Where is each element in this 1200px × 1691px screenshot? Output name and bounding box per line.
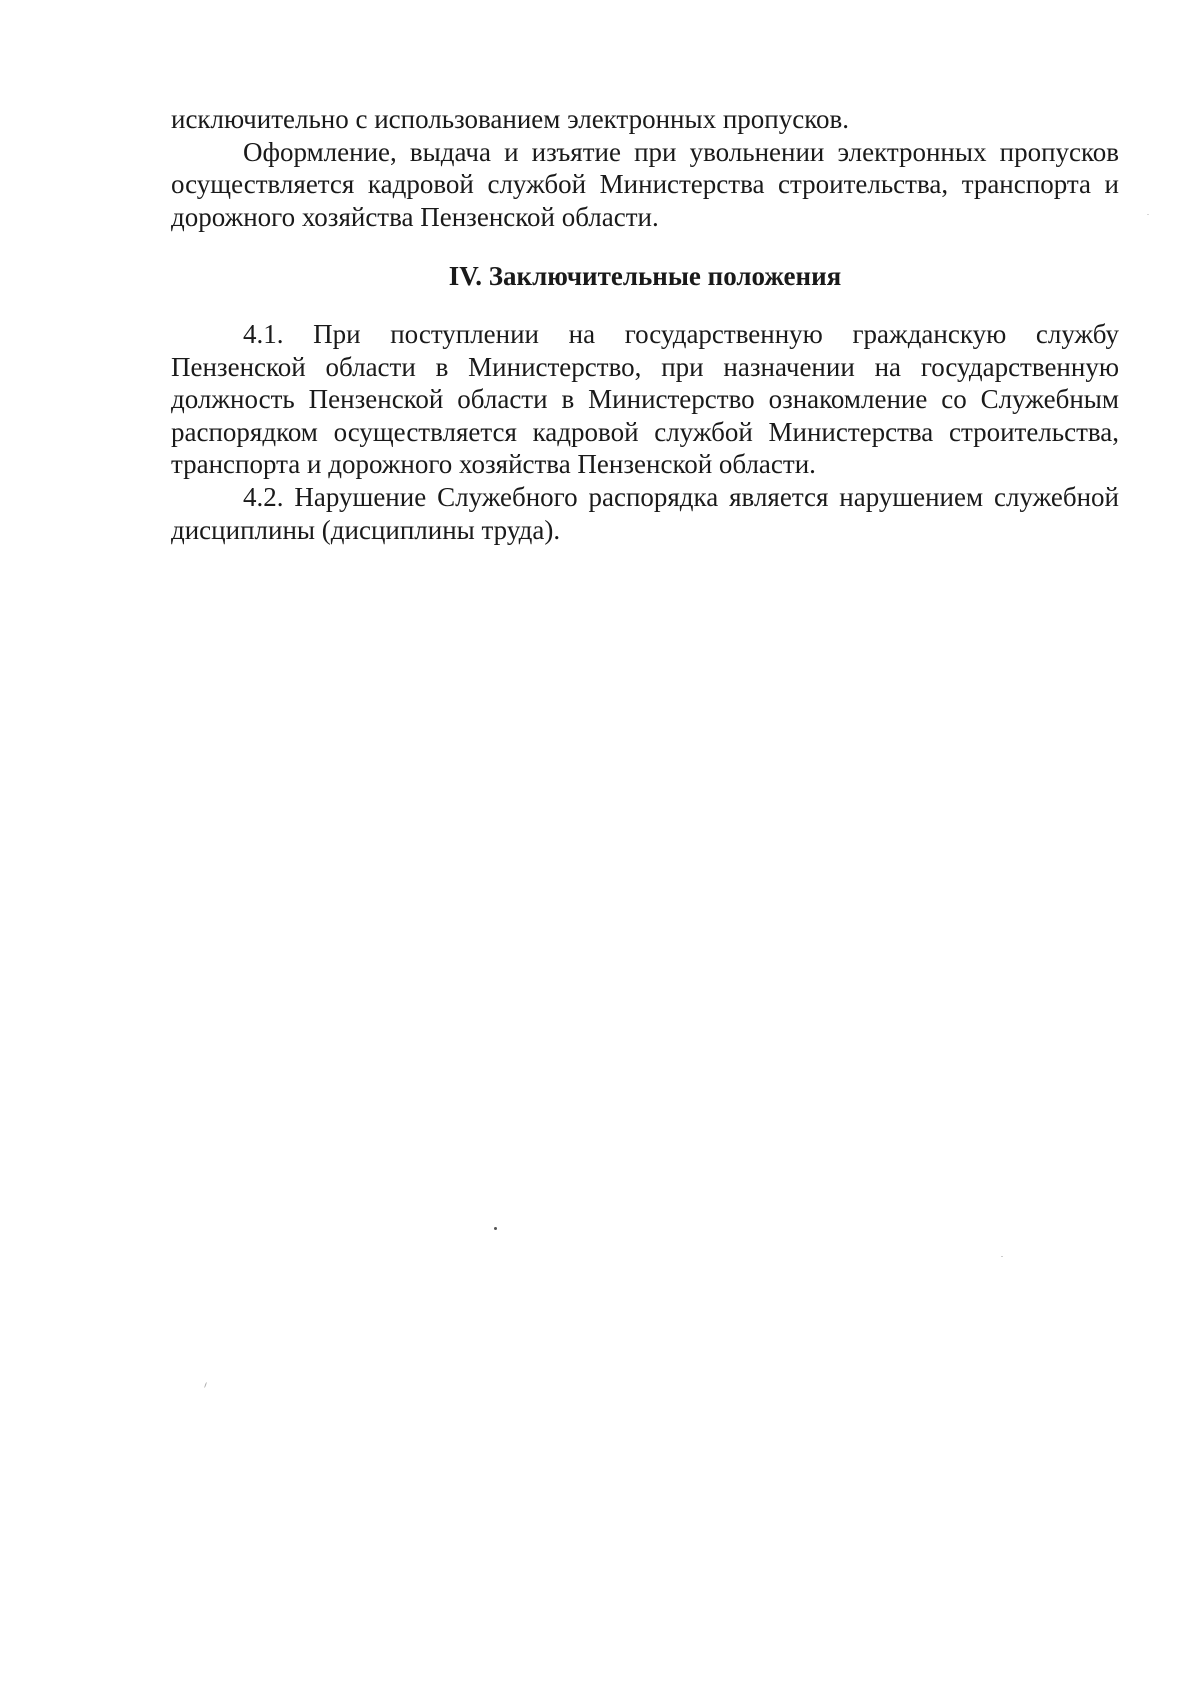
scan-speck bbox=[1147, 214, 1149, 215]
document-body bbox=[171, 103, 1119, 546]
scan-speck bbox=[1001, 1256, 1003, 1257]
clause-4-1: 4.1. При поступлении на государственную гражданскую службу Пензенской области в Министерство, при назначении на государственную должность Пензенской области в Министерство ознакомление со Служебным распорядком осуществляется кадровой службой Министерства строительства, транспорта и дорожного хозяйства Пензенской области. bbox=[171, 318, 1119, 480]
scan-speck bbox=[494, 1227, 497, 1230]
paragraph-passes: Оформление, выдача и изъятие при увольнении электронных пропусков осуществляется кадровой службой Министерства строительства, транспорта и дорожного хозяйства Пензенской области. bbox=[171, 136, 1119, 232]
section-heading: IV. Заключительные положения bbox=[448, 261, 842, 292]
scan-speck bbox=[204, 1382, 207, 1388]
clause-4-2: 4.2. Нарушение Служебного распорядка является нарушением служебной дисциплины (дисциплины труда). bbox=[171, 481, 1119, 545]
continuation-line: исключительно с использованием электронных пропусков. bbox=[171, 104, 849, 134]
